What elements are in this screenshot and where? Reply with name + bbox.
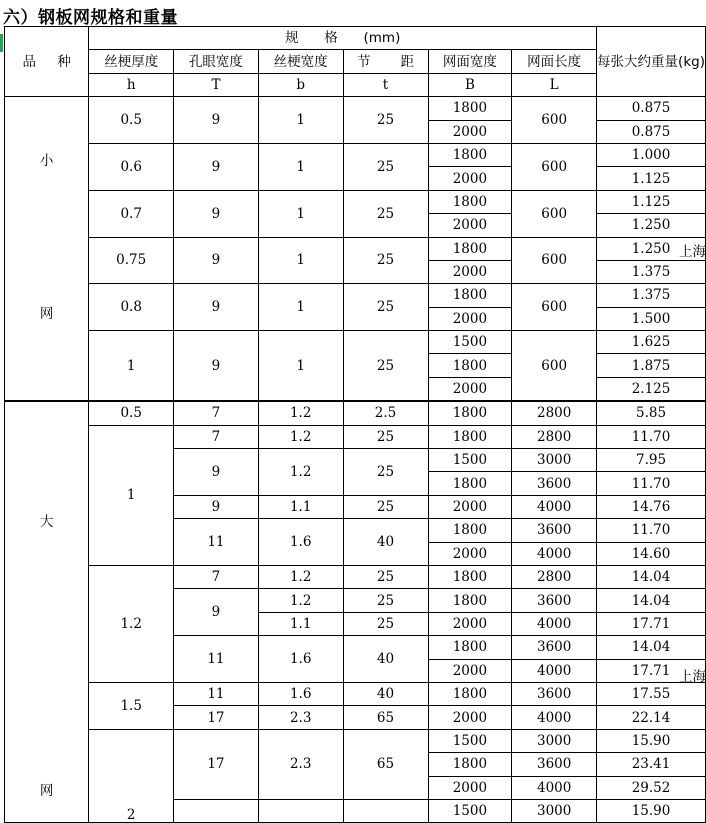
cell-L: 3000	[512, 729, 597, 752]
cell-T: 11	[174, 636, 259, 683]
cell-B: 1800	[428, 636, 512, 659]
cell-h	[89, 729, 174, 823]
cell-b: 1	[258, 143, 343, 190]
table-row	[5, 729, 706, 752]
cell-L: 4000	[512, 612, 597, 635]
cell-L: 600	[512, 284, 597, 331]
cell-B: 1800	[428, 682, 512, 705]
cell-T: 7	[174, 401, 259, 425]
cell-h: 1	[89, 425, 174, 565]
cell-B: 2000	[428, 167, 512, 190]
cell-L: 2800	[512, 565, 597, 588]
cell-b: 1.1	[258, 612, 343, 635]
cell-h: 0.5	[89, 97, 174, 144]
cell-T: 11	[174, 682, 259, 705]
col-B-header: 网面宽度	[428, 50, 512, 73]
cell-T: 9	[174, 449, 259, 496]
cell-t: 25	[343, 331, 428, 402]
spec-header-b: 格	[324, 30, 338, 47]
cell-b: 1	[258, 97, 343, 144]
table-row	[5, 331, 706, 354]
col-L-symbol: L	[512, 73, 597, 96]
cell-weight: 15.90	[597, 729, 706, 752]
table-row	[5, 237, 706, 260]
cell-T: 9	[174, 190, 259, 237]
cell-T: 9	[174, 495, 259, 518]
cell-L: 2800	[512, 401, 597, 425]
cell-t: 25	[343, 97, 428, 144]
cell-weight: 11.70	[597, 472, 706, 495]
small-mesh-label-1: 小	[39, 153, 54, 170]
small-mesh-label-2: 网	[39, 306, 54, 323]
cell-t: 25	[343, 425, 428, 448]
cell-weight: 17.55	[597, 682, 706, 705]
cell-T: 11	[174, 519, 259, 566]
cell-B: 2000	[428, 307, 512, 330]
cell-weight: 1.500	[597, 307, 706, 330]
cell-t: 40	[343, 519, 428, 566]
cell-t: 40	[343, 636, 428, 683]
cell-L: 3000	[512, 449, 597, 472]
cell-T: 7	[174, 565, 259, 588]
cell-L: 600	[512, 237, 597, 284]
small-mesh-category	[5, 97, 89, 402]
table-row	[5, 425, 706, 448]
cell-b: 1.6	[258, 519, 343, 566]
cell-L: 4000	[512, 659, 597, 682]
cell-t: 25	[343, 495, 428, 518]
cell-b: 1.2	[258, 565, 343, 588]
table-row	[5, 284, 706, 307]
cell-t: 40	[343, 682, 428, 705]
cell-B: 1500	[428, 449, 512, 472]
col-h-symbol: h	[89, 73, 174, 96]
cell-B: 1800	[428, 565, 512, 588]
table-row	[5, 190, 706, 213]
cell-T: 9	[174, 284, 259, 331]
cell-T	[174, 799, 259, 822]
cell-weight: 1.375	[597, 260, 706, 283]
cell-t: 25	[343, 612, 428, 635]
cell-L: 600	[512, 190, 597, 237]
table-row	[5, 682, 706, 705]
cell-weight: 1.375	[597, 284, 706, 307]
cell-b	[258, 799, 343, 822]
cell-B: 2000	[428, 495, 512, 518]
cell-h: 1.2	[89, 565, 174, 682]
cell-weight: 5.85	[597, 401, 706, 425]
cell-B: 1800	[428, 190, 512, 213]
cell-B: 1800	[428, 237, 512, 260]
cell-B: 1800	[428, 354, 512, 377]
cell-b: 1	[258, 331, 343, 402]
table-row	[5, 401, 706, 425]
side-note: 上海	[679, 244, 706, 260]
col-t-header-b: 距	[400, 53, 415, 70]
cell-h: 0.6	[89, 143, 174, 190]
col-L-header: 网面长度	[512, 50, 597, 73]
cell-b: 1	[258, 190, 343, 237]
cell-t: 25	[343, 237, 428, 284]
col-t-header	[343, 50, 428, 73]
cell-t: 2.5	[343, 401, 428, 425]
cell-T: 17	[174, 729, 259, 799]
cell-weight: 1.250	[597, 214, 706, 237]
cell-b: 1.2	[258, 425, 343, 448]
cell-b: 2.3	[258, 706, 343, 729]
variety-header-b: 种	[57, 53, 71, 70]
cell-L: 600	[512, 143, 597, 190]
cell-L: 2800	[512, 425, 597, 448]
weight-header: 每张大约重量(kg)	[597, 27, 706, 97]
cell-B: 2000	[428, 776, 512, 799]
selection-marker	[0, 34, 3, 52]
cell-h: 0.75	[89, 237, 174, 284]
cell-weight: 23.41	[597, 753, 706, 776]
cell-B: 2000	[428, 706, 512, 729]
large-mesh-category	[5, 401, 89, 823]
cell-T: 9	[174, 97, 259, 144]
col-T-header: 孔眼宽度	[174, 50, 259, 73]
cell-weight: 14.04	[597, 589, 706, 612]
large-mesh-label-2: 网	[39, 783, 54, 800]
cell-L: 4000	[512, 706, 597, 729]
cell-B: 1800	[428, 589, 512, 612]
cell-T: 9	[174, 331, 259, 402]
cell-b: 1.2	[258, 589, 343, 612]
cell-weight: 11.70	[597, 519, 706, 542]
cell-L: 3600	[512, 589, 597, 612]
cell-b: 1.2	[258, 449, 343, 496]
cell-L: 3600	[512, 636, 597, 659]
cell-t: 25	[343, 284, 428, 331]
cell-L: 3600	[512, 753, 597, 776]
cell-h: 1	[89, 331, 174, 402]
cell-B: 1500	[428, 729, 512, 752]
cell-T: 9	[174, 143, 259, 190]
cell-L: 3600	[512, 682, 597, 705]
cell-B: 1800	[428, 519, 512, 542]
spec-unit: (mm)	[363, 30, 401, 47]
cell-T: 7	[174, 425, 259, 448]
cell-L: 600	[512, 97, 597, 144]
spec-header-a: 规	[285, 30, 299, 47]
cell-b: 1.1	[258, 495, 343, 518]
table-row	[5, 565, 706, 588]
cell-weight: 17.71	[597, 612, 706, 635]
cell-h: 0.7	[89, 190, 174, 237]
cell-B: 1500	[428, 799, 512, 822]
spec-table	[4, 26, 706, 823]
cell-weight: 14.60	[597, 542, 706, 565]
cell-weight: 0.875	[597, 97, 706, 120]
col-h-header: 丝梗厚度	[89, 50, 174, 73]
table-row	[5, 143, 706, 166]
col-t-symbol: t	[343, 73, 428, 96]
cell-B: 2000	[428, 377, 512, 401]
cell-B: 1800	[428, 425, 512, 448]
cell-weight: 29.52	[597, 776, 706, 799]
cell-t: 25	[343, 190, 428, 237]
cell-B: 1800	[428, 143, 512, 166]
cell-weight: 7.95	[597, 449, 706, 472]
cell-b: 1.6	[258, 636, 343, 683]
cell-weight: 14.04	[597, 565, 706, 588]
large-mesh-label-1: 大	[39, 514, 54, 531]
cell-B: 1800	[428, 401, 512, 425]
cell-t: 25	[343, 589, 428, 612]
cell-h-value: 2	[126, 807, 136, 823]
cell-weight: 1.250	[597, 237, 706, 260]
variety-header-a: 品	[22, 53, 36, 70]
cell-T: 9	[174, 237, 259, 284]
cell-b: 1	[258, 284, 343, 331]
cell-weight: 1.125	[597, 190, 706, 213]
col-B-symbol: B	[428, 73, 512, 96]
cell-L: 600	[512, 331, 597, 402]
cell-weight: 17.71	[597, 659, 706, 682]
col-T-symbol: T	[174, 73, 259, 96]
cell-B: 1500	[428, 331, 512, 354]
col-b-header: 丝梗宽度	[258, 50, 343, 73]
cell-B: 2000	[428, 542, 512, 565]
cell-t: 25	[343, 143, 428, 190]
cell-B: 2000	[428, 214, 512, 237]
cell-b: 1.2	[258, 401, 343, 425]
cell-L: 3000	[512, 799, 597, 822]
cell-T: 17	[174, 706, 259, 729]
cell-weight: 14.04	[597, 636, 706, 659]
cell-weight: 1.125	[597, 167, 706, 190]
cell-weight: 14.76	[597, 495, 706, 518]
cell-L: 4000	[512, 495, 597, 518]
cell-B: 1800	[428, 284, 512, 307]
spec-header	[89, 27, 597, 50]
cell-b: 1.6	[258, 682, 343, 705]
cell-L: 3600	[512, 519, 597, 542]
variety-header	[5, 27, 89, 97]
cell-T: 9	[174, 589, 259, 636]
cell-weight: 2.125	[597, 377, 706, 401]
cell-weight: 1.625	[597, 331, 706, 354]
cell-B: 2000	[428, 659, 512, 682]
cell-t: 65	[343, 706, 428, 729]
cell-t	[343, 799, 428, 822]
cell-weight: 15.90	[597, 799, 706, 822]
cell-t: 25	[343, 449, 428, 496]
cell-B: 1800	[428, 97, 512, 120]
cell-B: 2000	[428, 612, 512, 635]
cell-B: 2000	[428, 120, 512, 143]
cell-weight: 11.70	[597, 425, 706, 448]
side-note: 上海	[679, 669, 706, 685]
cell-h: 1.5	[89, 682, 174, 729]
col-t-header-a: 节	[357, 53, 371, 70]
cell-h: 0.8	[89, 284, 174, 331]
cell-weight: 22.14	[597, 706, 706, 729]
cell-L: 4000	[512, 542, 597, 565]
cell-weight: 0.875	[597, 120, 706, 143]
cell-L: 3600	[512, 472, 597, 495]
cell-t: 25	[343, 565, 428, 588]
page-title: 六）钢板网规格和重量	[3, 8, 178, 28]
cell-weight: 1.875	[597, 354, 706, 377]
col-b-symbol: b	[258, 73, 343, 96]
cell-t: 65	[343, 729, 428, 799]
table-row	[5, 97, 706, 120]
cell-h: 0.5	[89, 401, 174, 425]
cell-B: 2000	[428, 260, 512, 283]
cell-weight: 1.000	[597, 143, 706, 166]
header-row	[5, 27, 706, 50]
cell-B: 1800	[428, 472, 512, 495]
cell-b: 1	[258, 237, 343, 284]
cell-b: 2.3	[258, 729, 343, 799]
cell-L: 4000	[512, 776, 597, 799]
cell-B: 1800	[428, 753, 512, 776]
